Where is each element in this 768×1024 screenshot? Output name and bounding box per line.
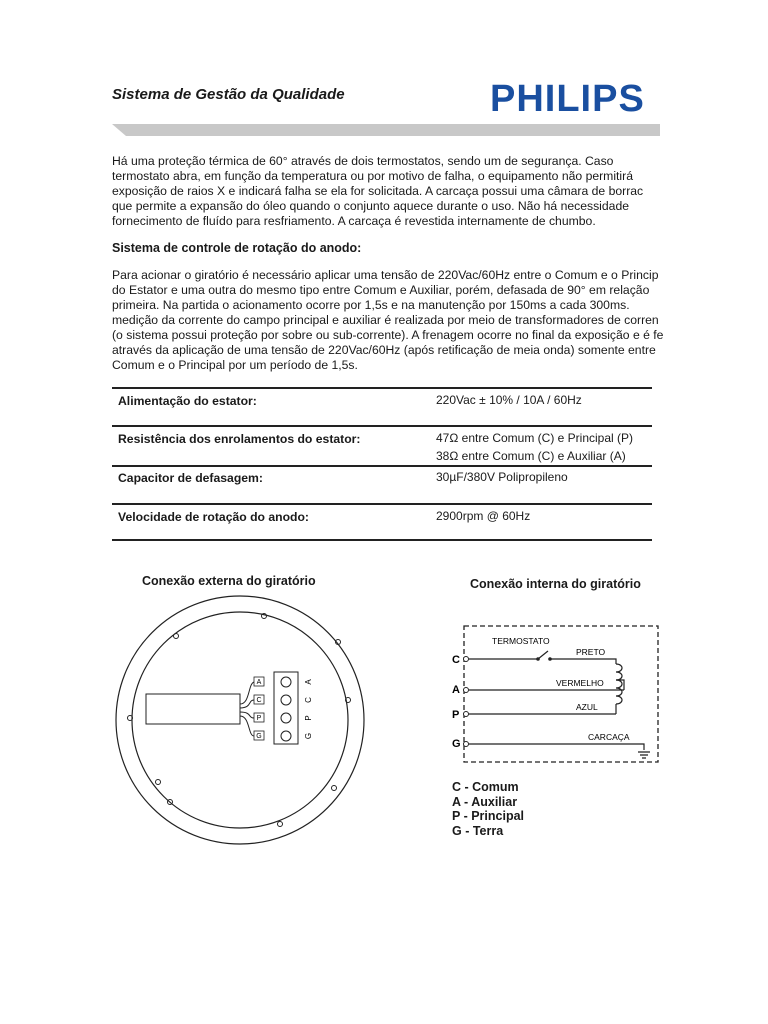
external-diagram-title: Conexão externa do giratório	[142, 574, 316, 588]
switch-contact	[548, 657, 552, 661]
spec-label: Alimentação do estator:	[118, 394, 257, 408]
terminal-tag-label: P	[256, 715, 262, 722]
wire-label: VERMELHO	[556, 678, 604, 688]
terminal-letter: A	[304, 679, 313, 685]
text-line: do Estator e uma outra do mesmo tipo entre Comum e Auxiliar, porém, defasada de 90° em relação	[112, 283, 650, 297]
text-line: fornecimento de fluído para resfriamento. A carcaça é revestida internamente de chumbo.	[112, 214, 596, 228]
text-line: primeira. Na partida o acionamento ocorre por 1,5s e na manutenção por 150ms a cada 300ms.	[112, 298, 630, 312]
spec-value: 2900rpm @ 60Hz	[436, 509, 531, 523]
philips-logo: PHILIPS	[490, 78, 645, 120]
text-line: exposição de raios X e indicará falha se ela for solicitada. A carcaça possui uma câmara de borrac	[112, 184, 644, 198]
internal-diagram-title: Conexão interna do giratório	[470, 577, 641, 591]
table-row	[112, 425, 652, 467]
terminal-letter: C	[304, 697, 313, 703]
table-row	[112, 465, 652, 505]
terminal-node	[464, 712, 469, 717]
switch-contact	[536, 657, 540, 661]
text-line: (o sistema possui proteção por sobre ou sub-corrente). A frenagem ocorre no final da exposição e é fe	[112, 328, 664, 342]
header-bar	[112, 124, 660, 136]
wire-label: CARCAÇA	[588, 732, 630, 742]
text-line: Comum e o Principal por um período de 1,5s.	[112, 358, 358, 372]
spec-value: 220Vac ± 10% / 10A / 60Hz	[436, 393, 582, 407]
terminal-letter: P	[304, 715, 313, 721]
table-bottom-rule	[112, 539, 652, 541]
node-label: G	[452, 738, 461, 750]
wire-label: TERMOSTATO	[492, 636, 550, 646]
terminal-block	[274, 672, 298, 744]
terminal-node	[464, 688, 469, 693]
spec-label: Velocidade de rotação do anodo:	[118, 510, 309, 524]
terminal-tag-label: C	[256, 697, 262, 704]
spec-value: 47Ω entre Comum (C) e Principal (P)	[436, 431, 634, 445]
legend-item: A - Auxiliar	[452, 794, 518, 809]
legend-item: C - Comum	[452, 780, 519, 794]
legend	[452, 780, 524, 838]
text-line: termostato abra, em função da temperatura ou por motivo de falha, o equipamento não permitirá	[112, 169, 633, 183]
table-row	[112, 387, 652, 429]
text-line: Há uma proteção térmica de 60° através de dois termostatos, sendo um de segurança. Caso	[112, 154, 614, 168]
spec-value: 30µF/380V Polipropileno	[436, 470, 568, 484]
cable-sheath	[146, 694, 240, 724]
terminal-node	[464, 742, 469, 747]
spec-value: 38Ω entre Comum (C) e Auxiliar (A)	[436, 449, 626, 463]
document-title: Sistema de Gestão da Qualidade	[112, 86, 345, 103]
terminal-node	[464, 657, 469, 662]
external-connection-diagram	[112, 592, 368, 848]
internal-connection-diagram	[448, 620, 668, 770]
node-label: P	[452, 709, 460, 721]
text-line: Para acionar o giratório é necessário aplicar uma tensão de 220Vac/60Hz entre o Comum e o Princip	[112, 268, 659, 282]
legend-item: P - Principal	[452, 809, 525, 823]
legend-item: G - Terra	[452, 823, 504, 838]
text-line: medição da corrente do campo principal e auxiliar é realizada por meio de transformadores de corren	[112, 313, 659, 327]
wire-label: AZUL	[576, 702, 598, 712]
mounting-holes	[128, 614, 351, 827]
text-line: que permite a expansão do óleo quando o conjunto aquece durante o uso. Não há necessidade	[112, 199, 630, 213]
terminal-tag-label: A	[256, 679, 262, 686]
rotation-paragraph	[112, 268, 668, 373]
table-row	[112, 503, 652, 541]
text-line: através da aplicação de uma tensão de 220Vac/60Hz (após retificação de meia onda) somente entre	[112, 343, 656, 357]
terminal-letter: G	[304, 732, 313, 740]
intro-paragraph	[112, 154, 668, 229]
cable-wires	[240, 682, 254, 736]
node-label: A	[452, 684, 460, 696]
spec-label: Resistência dos enrolamentos do estator:	[118, 432, 361, 446]
wire-label: PRETO	[576, 647, 606, 657]
terminal-tag-label: G	[256, 733, 262, 740]
node-label: C	[452, 654, 460, 666]
section-heading: Sistema de controle de rotação do anodo:	[112, 241, 362, 255]
spec-label: Capacitor de defasagem:	[118, 471, 263, 485]
